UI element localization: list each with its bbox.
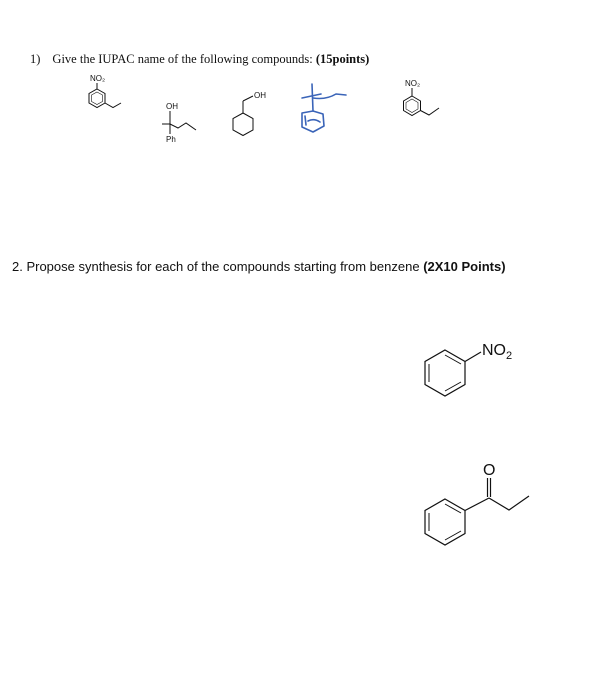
hydroxyl-label: OH bbox=[166, 102, 178, 111]
q1-structure-2 bbox=[152, 98, 212, 148]
phenyl-label: Ph bbox=[166, 135, 176, 144]
question-1-points: (15points) bbox=[315, 52, 370, 66]
question-2-prompt: 2. Propose synthesis for each of the compounds starting from benzene bbox=[12, 259, 420, 274]
q2-structure-2 bbox=[413, 460, 553, 565]
q1-structure-3 bbox=[225, 82, 285, 147]
question-2-points: (2X10 Points) bbox=[423, 259, 506, 274]
q2-structure-1 bbox=[413, 330, 553, 415]
q1-structure-1 bbox=[80, 72, 130, 122]
question-2-heading bbox=[12, 259, 506, 274]
q1-structure-5 bbox=[395, 72, 455, 127]
hydroxyl-label: OH bbox=[254, 91, 266, 100]
carbonyl-oxygen-label: O bbox=[483, 462, 496, 479]
question-1-number: 1) bbox=[30, 52, 41, 66]
nitro-label: NO₂ bbox=[405, 79, 421, 88]
nitro-label: $NO_2$ bbox=[482, 342, 513, 362]
nitro-label: NO₂ bbox=[90, 74, 106, 83]
q1-structure-4 bbox=[290, 80, 360, 145]
question-1-heading bbox=[30, 52, 369, 67]
question-1-prompt: Give the IUPAC name of the following compounds: bbox=[52, 52, 313, 66]
